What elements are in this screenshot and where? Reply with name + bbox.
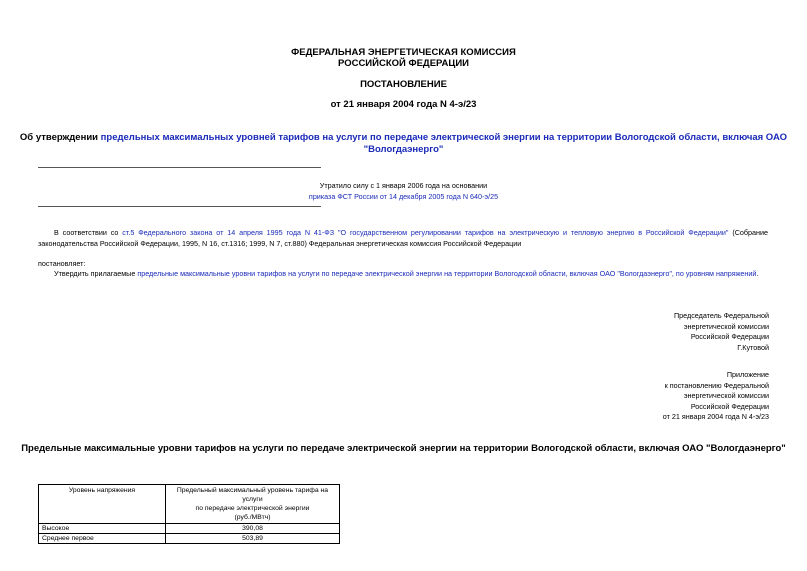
tariff-value-cell: 390,08 [166, 524, 340, 534]
tariff-levels-link[interactable]: предельные максимальные уровни тарифов на услуги по передаче электрической энергии на территории Вологодской области, включая ОАО "Вологдаэнерго", по уровням напряжений [137, 269, 757, 278]
title-link[interactable]: предельных максимальных уровней тарифов на услуги по передаче электрической энергии на территории Вологодской области, включая ОАО [100, 132, 788, 143]
appendix-ref-line4: Российской Федерации [690, 401, 769, 411]
voltage-level-cell: Высокое [39, 524, 166, 534]
table-row [39, 524, 340, 534]
signature-block [674, 311, 769, 353]
appendix-ref-line1: Приложение [726, 370, 769, 379]
appendix-ref-line2: к постановлению Федеральной [664, 380, 769, 390]
paragraph-approve [54, 269, 774, 278]
tariff-header-line2: по передаче электрической энергии [195, 505, 310, 512]
tariff-header-line1: Предельный максимальный уровень тарифа на услуги [176, 487, 329, 503]
status-note-link[interactable]: приказа ФСТ России от 14 декабря 2005 года N 640-э/25 [308, 192, 499, 201]
approve-text-end: . [756, 269, 759, 278]
separator-top [38, 167, 321, 168]
signature-line3: Российской Федерации [690, 332, 769, 341]
tariff-table [38, 484, 340, 544]
document-type: ПОСТАНОВЛЕНИЕ [360, 79, 447, 90]
basis-text-end: (Собрание [728, 228, 769, 237]
tariff-header-line3: (руб./МВтч) [234, 514, 271, 521]
org-name-line1: ФЕДЕРАЛЬНАЯ ЭНЕРГЕТИЧЕСКАЯ КОМИССИЯ [291, 47, 516, 58]
approve-text-start: Утвердить прилагаемые [54, 269, 138, 278]
appendix-ref-line5: от 21 января 2004 года N 4-э/23 [662, 412, 769, 421]
basis-text-start: В соответствии со [54, 228, 123, 237]
title-link-continued[interactable]: "Вологдаэнерго" [363, 143, 444, 155]
paragraph-basis [38, 228, 768, 249]
org-name-line2: РОССИЙСКОЙ ФЕДЕРАЦИИ [337, 58, 469, 69]
document-title [0, 132, 807, 155]
appendix-ref-line3: энергетической комиссии [683, 391, 769, 400]
document-date-number: от 21 января 2004 года N 4-э/23 [330, 99, 477, 110]
federal-law-link[interactable]: ст.5 Федерального закона от 14 апреля 1995 года N 41-ФЗ "О государственном регулировании тарифов на электрическую и тепловую энергию в Российской Федерации" [122, 228, 729, 237]
table-header-row [39, 485, 340, 524]
signature-line2: энергетической комиссии [683, 321, 769, 331]
decree-word: постановляет: [38, 259, 86, 268]
separator-bottom [38, 206, 321, 207]
column-header-voltage: Уровень напряжения [39, 485, 166, 524]
signatory-name: Г.Кутовой [737, 342, 769, 352]
appendix-title: Предельные максимальные уровни тарифов на услуги по передаче электрической энергии на территории Вологодской области, включая ОАО "Вологдаэнерго" [21, 443, 786, 454]
column-header-tariff [166, 485, 340, 524]
basis-text-line2: законодательства Российской Федерации, 1995, N 16, ст.1316; 1999, N 7, ст.880) Федеральная энергетическая комиссия Российской Федерации [38, 238, 522, 248]
status-note: Утратило силу с 1 января 2006 года на основании [319, 181, 488, 190]
tariff-value-cell: 503,89 [166, 534, 340, 544]
table-row [39, 534, 340, 544]
title-prefix: Об утверждении [19, 132, 101, 143]
appendix-reference [663, 370, 769, 423]
voltage-level-cell: Среднее первое [39, 534, 166, 544]
signature-line1: Председатель Федеральной [674, 311, 769, 320]
